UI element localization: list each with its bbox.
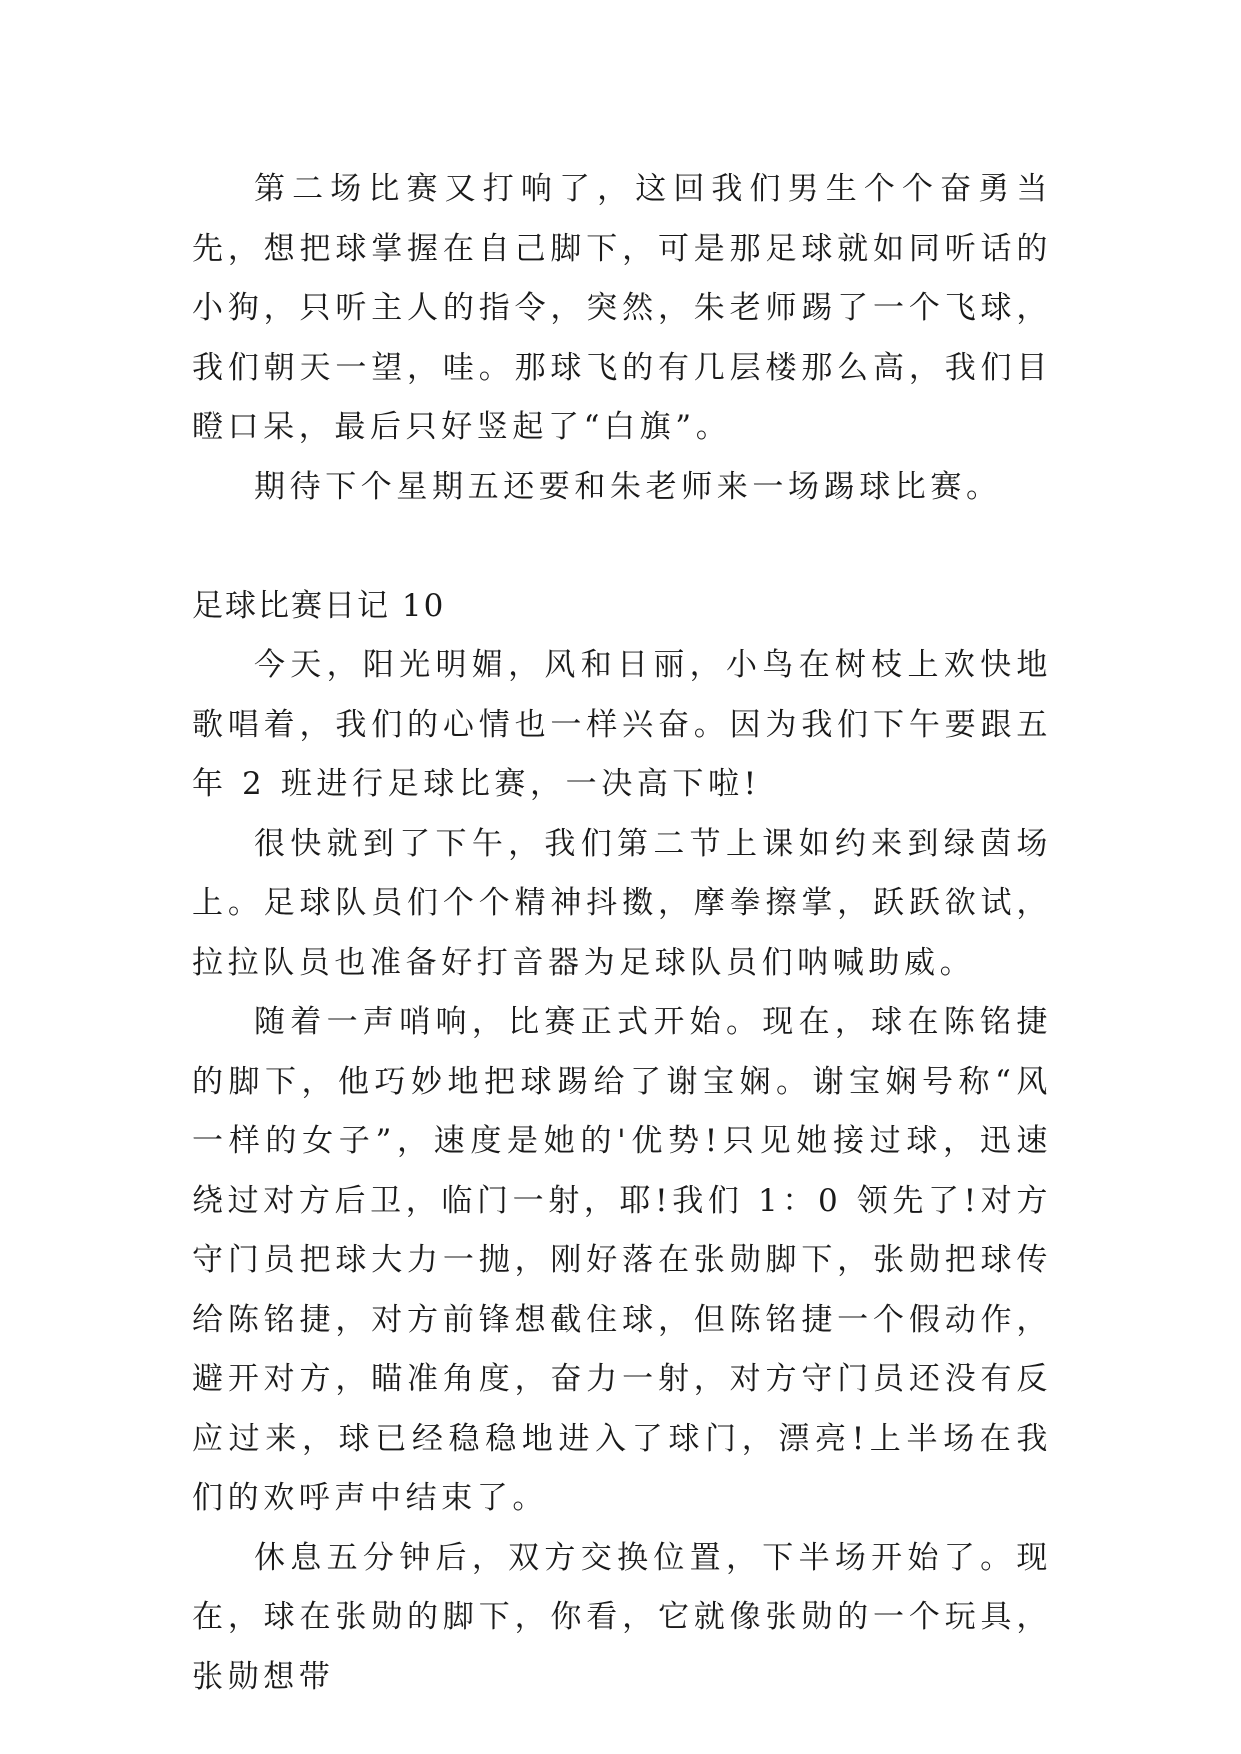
section-title: 足球比赛日记 10 — [192, 587, 446, 624]
document-body — [192, 160, 1052, 1707]
paragraph-second-half: 休息五分钟后，双方交换位置，下半场开始了。现在，球在张勋的脚下，你看，它就像张勋的一个玩具，张勋想带 — [192, 1539, 1052, 1695]
paragraph-sunny-day: 今天，阳光明媚，风和日丽，小鸟在树枝上欢快地歌唱着，我们的心情也一样兴奋。因为我们下午要跟五年 2 班进行足球比赛，一决高下啦! — [192, 647, 1052, 802]
paragraph-looking-forward: 期待下个星期五还要和朱老师来一场踢球比赛。 — [254, 468, 1002, 505]
paragraph-afternoon: 很快就到了下午，我们第二节上课如约来到绿茵场上。足球队员们个个精神抖擞，摩拳擦掌，跃跃欲试，拉拉队员也准备好打音器为足球队员们呐喊助威。 — [192, 825, 1052, 981]
paragraph-match-two: 第二场比赛又打响了，这回我们男生个个奋勇当先，想把球掌握在自己脚下，可是那足球就如同听话的小狗，只听主人的指令，突然，朱老师踢了一个飞球，我们朝天一望，哇。那球飞的有几层楼那么高，我们目瞪口呆，最后只好竖起了“白旗”。 — [192, 171, 1052, 445]
paragraph-first-half: 随着一声哨响，比赛正式开始。现在，球在陈铭捷的脚下，他巧妙地把球踢给了谢宝娴。谢宝娴号称“风一样的女子”，速度是她的'优势!只见她接过球，迅速绕过对方后卫，临门一射，耶!我们 1：0 领先了!对方守门员把球大力一抛，刚好落在张勋脚下，张勋把球传给陈铭捷，对方前锋想截住球，但陈铭捷一个假动作，避开对方，瞄准角度，奋力一射，对方守门员还没有反应过来，球已经稳稳地进入了球门，漂亮!上半场在我们的欢呼声中结束了。 — [192, 1004, 1052, 1516]
